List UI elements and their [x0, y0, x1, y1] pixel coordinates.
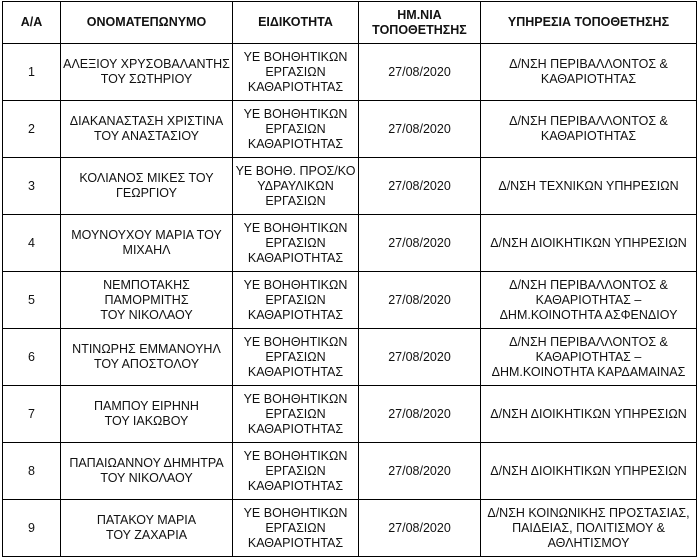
table-header-row [3, 2, 697, 44]
row-number: 6 [3, 329, 61, 386]
header-service: ΥΠΗΡΕΣΙΑ ΤΟΠΟΘΕΤΗΣΗΣ [481, 2, 697, 44]
placement-service: Δ/ΝΣΗ ΔΙΟΙΚΗΤΙΚΩΝ ΥΠΗΡΕΣΙΩΝ [481, 215, 697, 272]
header-specialty: ΕΙΔΙΚΟΤΗΤΑ [233, 2, 359, 44]
employee-name: ΝΤΙΝΩΡΗΣ ΕΜΜΑΝΟΥΗΛ ΤΟΥ ΑΠΟΣΤΟΛΟΥ [61, 329, 233, 386]
header-date: ΗΜ.ΝΙΑ ΤΟΠΟΘΕΤΗΣΗΣ [359, 2, 481, 44]
employee-specialty: ΥΕ ΒΟΗΘΗΤΙΚΩΝ ΕΡΓΑΣΙΩΝ ΚΑΘΑΡΙΟΤΗΤΑΣ [233, 443, 359, 500]
row-number: 4 [3, 215, 61, 272]
employee-name: ΠΑΠΑΙΩΑΝΝΟΥ ΔΗΜΗΤΡΑ ΤΟΥ ΝΙΚΟΛΑΟΥ [61, 443, 233, 500]
table-row [3, 101, 697, 158]
placement-service: Δ/ΝΣΗ ΤΕΧΝΙΚΩΝ ΥΠΗΡΕΣΙΩΝ [481, 158, 697, 215]
placement-service: Δ/ΝΣΗ ΠΕΡΙΒΑΛΛΟΝΤΟΣ & ΚΑΘΑΡΙΟΤΗΤΑΣ – ΔΗΜ.ΚΟΙΝΟΤΗΤΑ ΑΣΦΕΝΔΙΟΥ [481, 272, 697, 329]
employee-name: ΝΕΜΠΟΤΑΚΗΣ ΠΑΜΟΡΜΙΤΗΣ ΤΟΥ ΝΙΚΟΛΑΟΥ [61, 272, 233, 329]
row-number: 7 [3, 386, 61, 443]
placement-date: 27/08/2020 [359, 329, 481, 386]
header-aa: Α/Α [3, 2, 61, 44]
employee-name: ΚΟΛΙΑΝΟΣ ΜΙΚΕΣ ΤΟΥ ΓΕΩΡΓΙΟΥ [61, 158, 233, 215]
employee-name: ΠΑΜΠΟΥ ΕΙΡΗΝΗ ΤΟΥ ΙΑΚΩΒΟΥ [61, 386, 233, 443]
placement-service: Δ/ΝΣΗ ΚΟΙΝΩΝΙΚΗΣ ΠΡΟΣΤΑΣΙΑΣ, ΠΑΙΔΕΙΑΣ, ΠΟΛΙΤΙΣΜΟΥ & ΑΘΛΗΤΙΣΜΟΥ [481, 500, 697, 557]
placement-service: Δ/ΝΣΗ ΔΙΟΙΚΗΤΙΚΩΝ ΥΠΗΡΕΣΙΩΝ [481, 443, 697, 500]
employee-specialty: ΥΕ ΒΟΗΘΗΤΙΚΩΝ ΕΡΓΑΣΙΩΝ ΚΑΘΑΡΙΟΤΗΤΑΣ [233, 215, 359, 272]
placement-date: 27/08/2020 [359, 44, 481, 101]
employee-specialty: ΥΕ ΒΟΗΘΗΤΙΚΩΝ ΕΡΓΑΣΙΩΝ ΚΑΘΑΡΙΟΤΗΤΑΣ [233, 329, 359, 386]
table-row [3, 158, 697, 215]
row-number: 2 [3, 101, 61, 158]
placement-date: 27/08/2020 [359, 158, 481, 215]
employee-specialty: ΥΕ ΒΟΗΘΗΤΙΚΩΝ ΕΡΓΑΣΙΩΝ ΚΑΘΑΡΙΟΤΗΤΑΣ [233, 500, 359, 557]
table-row [3, 443, 697, 500]
employee-name: ΑΛΕΞΙΟΥ ΧΡΥΣΟΒΑΛΑΝΤΗΣ ΤΟΥ ΣΩΤΗΡΙΟΥ [61, 44, 233, 101]
table-row [3, 329, 697, 386]
placement-date: 27/08/2020 [359, 386, 481, 443]
employee-specialty: ΥΕ ΒΟΗΘΗΤΙΚΩΝ ΕΡΓΑΣΙΩΝ ΚΑΘΑΡΙΟΤΗΤΑΣ [233, 44, 359, 101]
employee-name: ΜΟΥΝΟΥΧΟΥ ΜΑΡΙΑ ΤΟΥ ΜΙΧΑΗΛ [61, 215, 233, 272]
employee-specialty: ΥΕ ΒΟΗΘΗΤΙΚΩΝ ΕΡΓΑΣΙΩΝ ΚΑΘΑΡΙΟΤΗΤΑΣ [233, 101, 359, 158]
table-row [3, 272, 697, 329]
table-row [3, 44, 697, 101]
placement-table [2, 1, 697, 557]
row-number: 5 [3, 272, 61, 329]
table-row [3, 500, 697, 557]
table-row [3, 386, 697, 443]
row-number: 1 [3, 44, 61, 101]
row-number: 8 [3, 443, 61, 500]
row-number: 3 [3, 158, 61, 215]
employee-specialty: ΥΕ ΒΟΗΘ. ΠΡΟΣ/ΚΟ ΥΔΡΑΥΛΙΚΩΝ ΕΡΓΑΣΙΩΝ [233, 158, 359, 215]
employee-name: ΔΙΑΚΑΝΑΣΤΑΣΗ ΧΡΙΣΤΙΝΑ ΤΟΥ ΑΝΑΣΤΑΣΙΟΥ [61, 101, 233, 158]
placement-date: 27/08/2020 [359, 443, 481, 500]
placement-date: 27/08/2020 [359, 272, 481, 329]
placement-date: 27/08/2020 [359, 500, 481, 557]
placement-service: Δ/ΝΣΗ ΔΙΟΙΚΗΤΙΚΩΝ ΥΠΗΡΕΣΙΩΝ [481, 386, 697, 443]
employee-specialty: ΥΕ ΒΟΗΘΗΤΙΚΩΝ ΕΡΓΑΣΙΩΝ ΚΑΘΑΡΙΟΤΗΤΑΣ [233, 272, 359, 329]
row-number: 9 [3, 500, 61, 557]
table-row [3, 215, 697, 272]
placement-service: Δ/ΝΣΗ ΠΕΡΙΒΑΛΛΟΝΤΟΣ & ΚΑΘΑΡΙΟΤΗΤΑΣ [481, 101, 697, 158]
placement-date: 27/08/2020 [359, 215, 481, 272]
employee-name: ΠΑΤΑΚΟΥ ΜΑΡΙΑ ΤΟΥ ΖΑΧΑΡΙΑ [61, 500, 233, 557]
placement-service: Δ/ΝΣΗ ΠΕΡΙΒΑΛΛΟΝΤΟΣ & ΚΑΘΑΡΙΟΤΗΤΑΣ [481, 44, 697, 101]
header-name: ΟΝΟΜΑΤΕΠΩΝΥΜΟ [61, 2, 233, 44]
placement-date: 27/08/2020 [359, 101, 481, 158]
employee-specialty: ΥΕ ΒΟΗΘΗΤΙΚΩΝ ΕΡΓΑΣΙΩΝ ΚΑΘΑΡΙΟΤΗΤΑΣ [233, 386, 359, 443]
placement-service: Δ/ΝΣΗ ΠΕΡΙΒΑΛΛΟΝΤΟΣ & ΚΑΘΑΡΙΟΤΗΤΑΣ – ΔΗΜ.ΚΟΙΝΟΤΗΤΑ ΚΑΡΔΑΜΑΙΝΑΣ [481, 329, 697, 386]
